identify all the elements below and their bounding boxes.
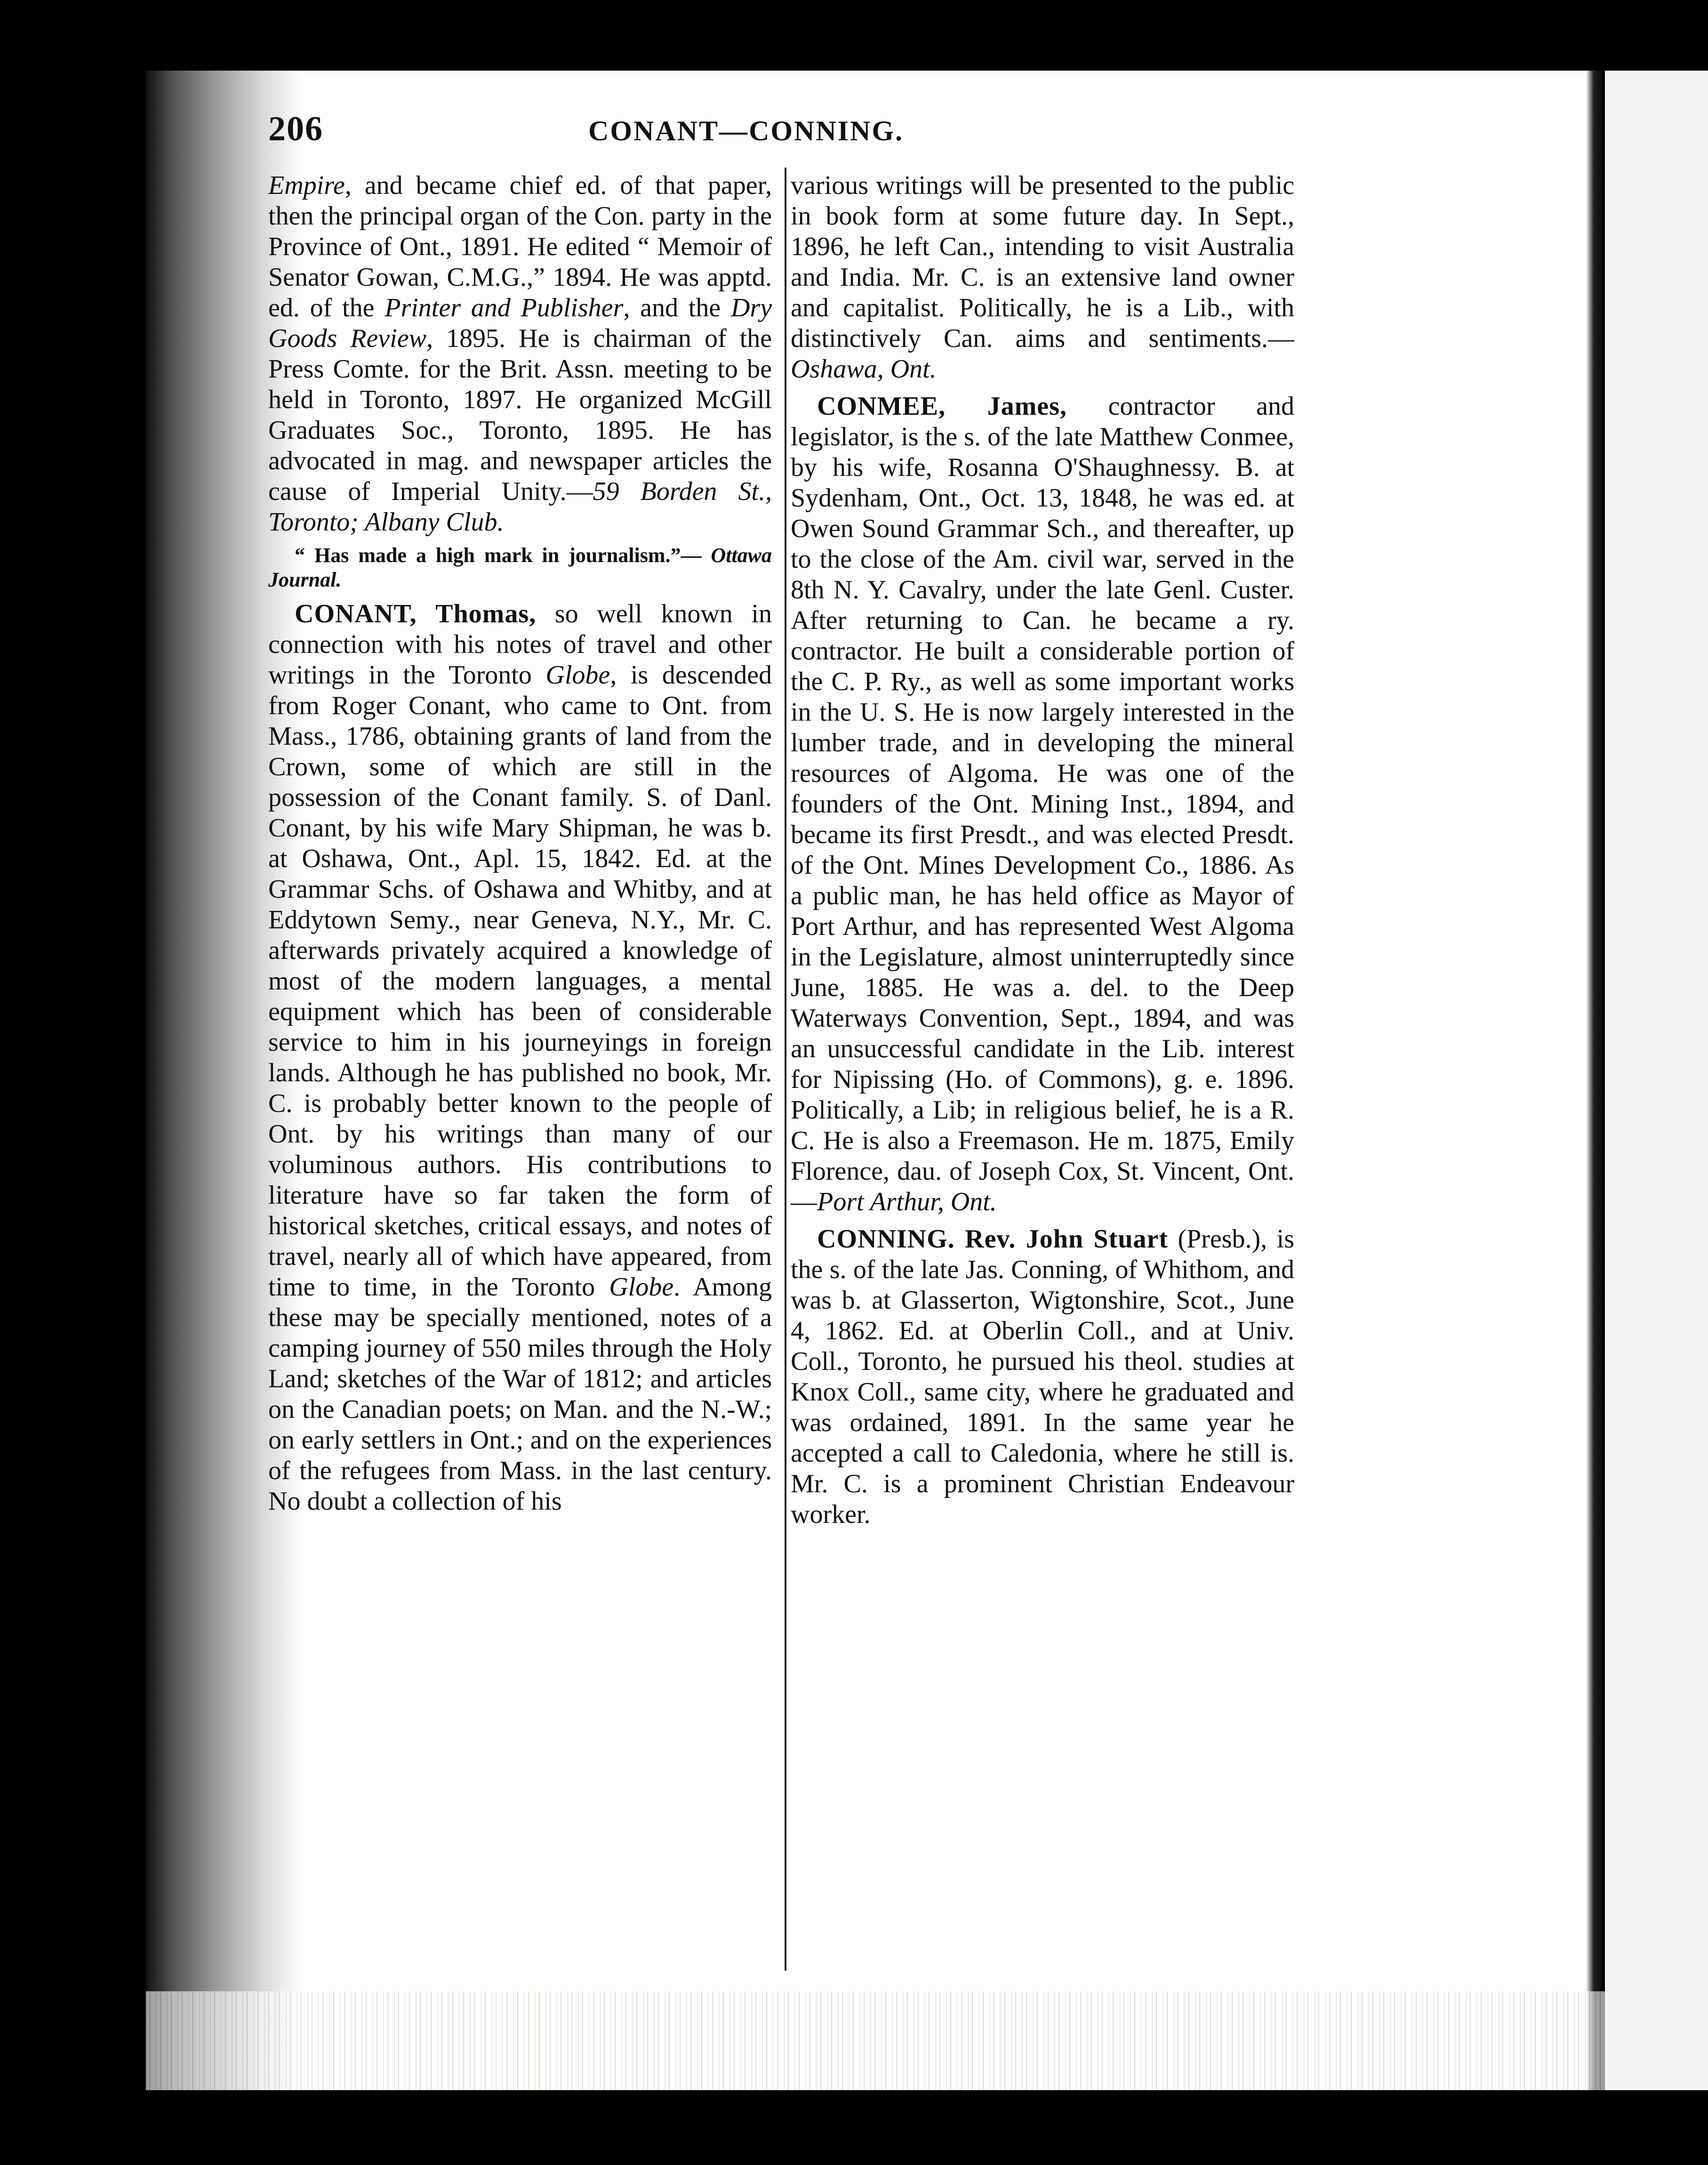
- text-italic: Empire: [268, 171, 345, 200]
- adjacent-page-strip: [1605, 71, 1708, 2090]
- left-column: [268, 170, 772, 1517]
- text-italic: Dry Goods Review: [268, 293, 772, 353]
- text-italic: Globe: [545, 660, 610, 690]
- entry-heading: CONNING. Rev. John Stuart: [817, 1224, 1168, 1254]
- address: 59 Borden St., Toronto; Albany Club.: [268, 477, 772, 537]
- right-column: [791, 170, 1294, 1530]
- address: Port Arthur, Ont.: [817, 1187, 997, 1216]
- text: , is descended from Roger Conant, who came to Ont. from Mass., 1786, obtaining grants of land from the Crown, some of which are still in the possession of the Conant family. S. of Danl. Conant, by his wife Mary Shipman, he was b. at Oshawa, Ont., Apl. 15, 1842. Ed. at the Grammar Schs. of Oshawa and Whitby, and at Eddytown Semy., near Geneva, N.Y., Mr. C. afterwards privately acquired a knowledge of most of the modern languages, a mental equipment which has been of considerable service to him in his journeyings in foreign lands. Although he has published no book, Mr. C. is probably better known to the people of Ont. by his writings than many of our voluminous authors. His contributions to literature have so far taken the form of historical sketches, critical essays, and notes of travel, nearly all of which have appeared, from time to time, in the Toronto: [268, 660, 772, 1302]
- entry-heading: CONANT, Thomas,: [295, 599, 537, 628]
- page-number: 206: [268, 110, 323, 148]
- text: . Among these may be specially mentioned, notes of a camping journey of 550 miles through the Holy Land; sketches of the War of 1812; and articles on the Canadian poets; on Man. and the N.-W.; on early settlers in Ont.; and on the experiences of the refugees from Mass. in the last century. No doubt a collection of his: [268, 1272, 772, 1516]
- text: , and became chief ed. of that paper, then the principal organ of the Con. party in the Province of Ont., 1891. He edited “ Memoir of Senator Gowan, C.M.G.,” 1894. He was apptd. ed. of the: [268, 171, 772, 322]
- address: Oshawa, Ont.: [791, 354, 937, 384]
- continued-entry: [268, 170, 772, 538]
- entry-conning: [791, 1224, 1294, 1530]
- text: so well known in connection with his notes of travel and other writings in the Toronto: [268, 599, 772, 690]
- entry-heading: CONMEE, James,: [817, 392, 1067, 421]
- page-edge: [1586, 71, 1605, 2090]
- quote-source: Ottawa Journal.: [268, 544, 772, 591]
- quote-text: “ Has made a high mark in journalism.”—: [295, 544, 702, 567]
- text: (Presb.), is the s. of the late Jas. Conning, of Whithom, and was b. at Glasserton, Wigtonshire, Scot., June 4, 1862. Ed. at Oberlin Coll., and at Univ. Coll., Toronto, he pursued his theol. studies at Knox Coll., same city, where he graduated and was ordained, 1891. In the same year he accepted a call to Caledonia, where he still is. Mr. C. is a prominent Christian Endeavour worker.: [791, 1224, 1294, 1529]
- running-head: CONANT—CONNING.: [588, 115, 904, 146]
- text: , 1895. He is chairman of the Press Comte. for the Brit. Assn. meeting to be held in Toronto, 1897. He organized McGill Graduates Soc., Toronto, 1895. He has advocated in mag. and newspaper articles the cause of Imperial Unity.—: [268, 324, 772, 506]
- text-italic: Printer and Publisher: [385, 293, 624, 322]
- column-divider: [785, 168, 786, 1971]
- text: , and the: [623, 293, 731, 322]
- text-italic: Globe: [609, 1272, 674, 1302]
- scan-noise: [146, 1991, 1605, 2090]
- entry-conmee: [791, 391, 1294, 1217]
- continued-entry: [791, 170, 1294, 385]
- text: various writings will be presented to the public in book form at some future day. In Sept., 1896, he left Can., intending to visit Australia and India. Mr. C. is an extensive land owner and capitalist. Politically, he is a Lib., with distinctively Can. aims and sentiments.—: [791, 171, 1294, 353]
- text: contractor and legislator, is the s. of the late Matthew Conmee, by his wife, Rosanna O'Shaughnessy. B. at Sydenham, Ont., Oct. 13, 1848, he was ed. at Owen Sound Grammar Sch., and thereafter, up to the close of the Am. civil war, served in the 8th N. Y. Cavalry, under the late Genl. Custer. After returning to Can. he became a ry. contractor. He built a considerable portion of the C. P. Ry., as well as some important works in the U. S. He is now largely interested in the lumber trade, and in developing the mineral resources of Algoma. He was one of the founders of the Ont. Mining Inst., 1894, and became its first Presdt., and was elected Presdt. of the Ont. Mines Development Co., 1886. As a public man, he has held office as Mayor of Port Arthur, and has represented West Algoma in the Legislature, almost uninterruptedly since June, 1885. He was a. del. to the Deep Waterways Convention, Sept., 1894, and was an unsuccessful candidate in the Lib. interest for Nipissing (Ho. of Commons), g. e. 1896. Politically, a Lib; in religious belief, he is a R. C. He is also a Freemason. He m. 1875, Emily Florence, dau. of Joseph Cox, St. Vincent, Ont.—: [791, 392, 1294, 1216]
- press-quote: [268, 543, 772, 592]
- entry-conant: [268, 599, 772, 1517]
